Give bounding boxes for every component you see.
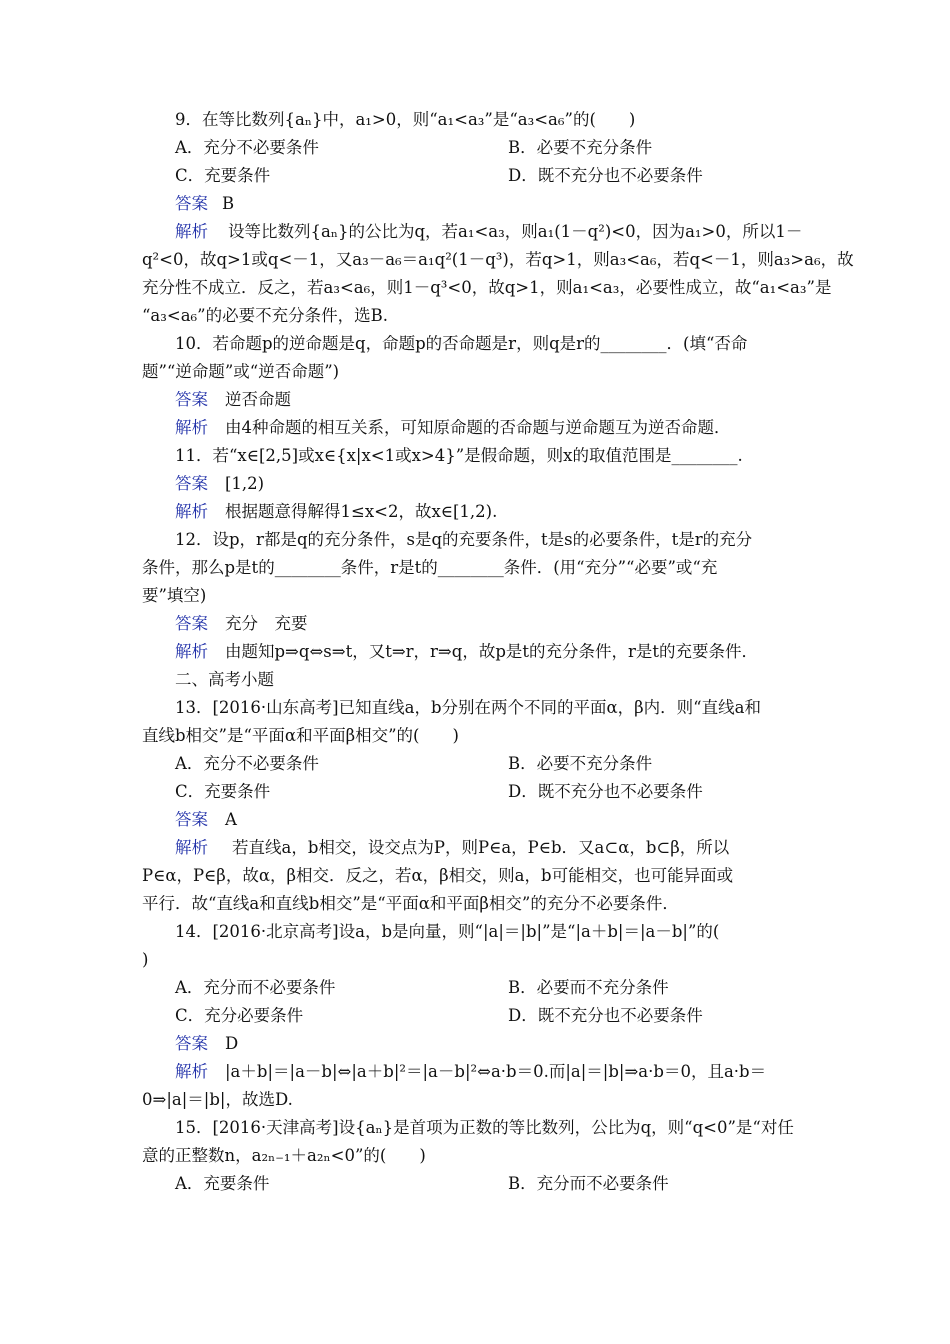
label-tag: 解析 bbox=[175, 1062, 208, 1081]
text-line bbox=[0, 499, 950, 525]
text-line bbox=[0, 191, 950, 217]
text-segment: 二、高考小题 bbox=[175, 670, 274, 689]
text-segment: D．既不充分也不必要条件 bbox=[508, 782, 703, 801]
text-segment: B．必要不充分条件 bbox=[508, 138, 653, 157]
text-line bbox=[0, 1059, 950, 1085]
text-segment: 14．[2016·北京高考]设a，b是向量，则“|a|＝|b|”是“|a＋b|＝|a－b|”的( bbox=[175, 922, 720, 941]
text-segment: 要”填空) bbox=[142, 586, 207, 605]
text-segment: 13．[2016·山东高考]已知直线a，b分别在两个不同的平面α，β内．则“直线a和 bbox=[175, 698, 761, 717]
text-segment: 逆否命题 bbox=[225, 390, 291, 409]
text-line bbox=[0, 331, 950, 357]
text-line bbox=[0, 639, 950, 665]
text-line bbox=[0, 583, 950, 609]
text-line bbox=[0, 1003, 950, 1029]
text-segment: 15．[2016·天津高考]设{aₙ}是首项为正数的等比数列，公比为q，则“q<0”是“对任 bbox=[175, 1118, 794, 1137]
text-segment: 0⇒|a|＝|b|，故选D. bbox=[142, 1090, 293, 1109]
text-line bbox=[0, 947, 950, 973]
text-line bbox=[0, 163, 950, 189]
text-segment: 充分性不成立．反之，若a₃<a₆，则1－q³<0，故q>1，则a₁<a₃，必要性成立，故“a₁<a₃”是 bbox=[142, 278, 832, 297]
label-tag: 答案 bbox=[175, 390, 208, 409]
text-segment: 12．设p，r都是q的充分条件，s是q的充要条件，t是s的必要条件，t是r的充分 bbox=[175, 530, 753, 549]
text-segment: 条件，那么p是t的________条件，r是t的________条件．(用“充分”“必要”或“充 bbox=[142, 558, 718, 577]
text-segment: 题”“逆命题”或“逆否命题”) bbox=[142, 362, 340, 381]
text-segment: [1,2) bbox=[225, 474, 265, 493]
text-line bbox=[0, 919, 950, 945]
text-line bbox=[0, 1115, 950, 1141]
text-segment: 意的正整数n，a₂ₙ₋₁＋a₂ₙ<0”的( ) bbox=[142, 1146, 426, 1165]
text-line bbox=[0, 695, 950, 721]
text-line bbox=[0, 359, 950, 385]
label-tag: 解析 bbox=[175, 838, 208, 857]
text-segment: A bbox=[225, 810, 237, 829]
text-segment: A．充分不必要条件 bbox=[175, 138, 319, 157]
text-segment: ) bbox=[142, 950, 149, 969]
label-tag: 解析 bbox=[175, 502, 208, 521]
text-segment: 平行．故“直线a和直线b相交”是“平面α和平面β相交”的充分不必要条件． bbox=[142, 894, 679, 913]
text-segment: B．充分而不必要条件 bbox=[508, 1174, 669, 1193]
text-line bbox=[0, 1171, 950, 1197]
text-segment: A．充分而不必要条件 bbox=[175, 978, 336, 997]
text-segment: C．充分必要条件 bbox=[175, 1006, 304, 1025]
text-line bbox=[0, 1031, 950, 1057]
label-tag: 答案 bbox=[175, 194, 208, 213]
text-line bbox=[0, 387, 950, 413]
text-line bbox=[0, 891, 950, 917]
label-tag: 解析 bbox=[175, 222, 208, 241]
text-segment: 充分 充要 bbox=[225, 614, 308, 633]
text-line bbox=[0, 471, 950, 497]
label-tag: 答案 bbox=[175, 614, 208, 633]
text-line bbox=[0, 1087, 950, 1113]
text-segment: q²<0，故q>1或q<－1，又a₃－a₆＝a₁q²(1－q³)，若q>1，则a₃<a₆，若q<－1，则a₃>a₆，故 bbox=[142, 250, 854, 269]
text-segment: B bbox=[222, 194, 235, 213]
text-line bbox=[0, 275, 950, 301]
text-segment: C．充要条件 bbox=[175, 166, 271, 185]
text-segment: 9．在等比数列{aₙ}中，a₁>0，则“a₁<a₃”是“a₃<a₆”的( ) bbox=[175, 110, 636, 129]
text-line bbox=[0, 863, 950, 889]
text-line bbox=[0, 975, 950, 1001]
text-line bbox=[0, 135, 950, 161]
text-segment: D bbox=[225, 1034, 239, 1053]
text-segment: 设等比数列{aₙ}的公比为q，若a₁<a₃，则a₁(1－q²)<0，因为a₁>0，所以1－ bbox=[228, 222, 803, 241]
text-line bbox=[0, 1143, 950, 1169]
text-segment: C．充要条件 bbox=[175, 782, 271, 801]
label-tag: 解析 bbox=[175, 418, 208, 437]
text-line bbox=[0, 107, 950, 133]
text-segment: “a₃<a₆”的必要不充分条件，选B. bbox=[142, 306, 388, 325]
text-segment: 直线b相交”是“平面α和平面β相交”的( ) bbox=[142, 726, 459, 745]
text-segment: B．必要而不充分条件 bbox=[508, 978, 669, 997]
text-line bbox=[0, 219, 950, 245]
label-tag: 答案 bbox=[175, 474, 208, 493]
text-segment: 根据题意得解得1≤x<2，故x∈[1,2). bbox=[225, 502, 498, 521]
text-line bbox=[0, 807, 950, 833]
text-line bbox=[0, 527, 950, 553]
text-segment: A．充要条件 bbox=[175, 1174, 270, 1193]
text-line bbox=[0, 415, 950, 441]
label-tag: 解析 bbox=[175, 642, 208, 661]
text-line bbox=[0, 723, 950, 749]
text-line bbox=[0, 247, 950, 273]
text-segment: 由4种命题的相互关系，可知原命题的否命题与逆命题互为逆否命题． bbox=[225, 418, 731, 437]
text-line bbox=[0, 667, 950, 693]
text-segment: D．既不充分也不必要条件 bbox=[508, 1006, 703, 1025]
text-segment: A．充分不必要条件 bbox=[175, 754, 319, 773]
text-line bbox=[0, 751, 950, 777]
text-segment: 由题知p⇒q⇔s⇒t，又t⇒r，r⇒q，故p是t的充分条件，r是t的充要条件． bbox=[225, 642, 759, 661]
label-tag: 答案 bbox=[175, 1034, 208, 1053]
text-line bbox=[0, 555, 950, 581]
text-segment: 11．若“x∈[2,5]或x∈{x|x<1或x>4}”是假命题，则x的取值范围是________. bbox=[175, 446, 743, 465]
text-line bbox=[0, 779, 950, 805]
text-segment: B．必要不充分条件 bbox=[508, 754, 653, 773]
text-segment: 10．若命题p的逆命题是q，命题p的否命题是r，则q是r的________．(填“否命 bbox=[175, 334, 748, 353]
text-segment: 若直线a，b相交，设交点为P，则P∈a，P∈b．又a⊂α，b⊂β，所以 bbox=[232, 838, 730, 857]
text-line bbox=[0, 443, 950, 469]
text-segment: P∈α，P∈β，故α，β相交．反之，若α，β相交，则a，b可能相交，也可能异面或 bbox=[142, 866, 734, 885]
text-segment: D．既不充分也不必要条件 bbox=[508, 166, 703, 185]
text-line bbox=[0, 611, 950, 637]
text-segment: |a＋b|＝|a－b|⇔|a＋b|²＝|a－b|²⇔a·b＝0.而|a|＝|b|⇒a·b＝0，且a·b＝ bbox=[225, 1062, 767, 1081]
text-line bbox=[0, 835, 950, 861]
text-line bbox=[0, 303, 950, 329]
label-tag: 答案 bbox=[175, 810, 208, 829]
